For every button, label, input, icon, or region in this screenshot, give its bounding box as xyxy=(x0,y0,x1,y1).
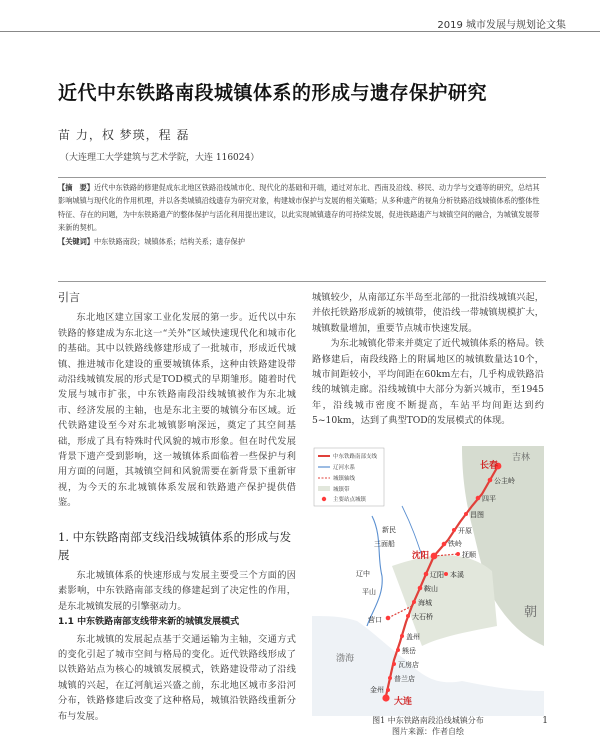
label-anshan: 鞍山 xyxy=(424,585,438,593)
label-korea: 朝 xyxy=(524,605,538,620)
marker-dalian xyxy=(382,694,389,701)
label-tieling: 铁岭 xyxy=(448,540,462,548)
label-xinmin: 新民 xyxy=(382,526,396,534)
label-changchun: 长春 xyxy=(480,461,499,471)
paper-title: 近代中东铁路南段城镇体系的形成与遗存保护研究 xyxy=(58,82,488,104)
abstract-block xyxy=(58,177,546,282)
subsection-1-1-heading: 1.1 中东铁路南部支线带来新的城镇发展模式 xyxy=(58,617,240,628)
map-legend xyxy=(314,448,384,506)
label-jinzhou: 金州 xyxy=(370,686,384,694)
label-kaiyuan: 开原 xyxy=(458,527,472,535)
header-rule xyxy=(0,31,600,32)
marker-gongzhuling xyxy=(488,478,493,483)
marker-xiongyue xyxy=(396,648,400,652)
figure-source: 图片来源：作者自绘 xyxy=(392,727,464,736)
marker-pulandian xyxy=(388,676,392,680)
label-sanmiao: 三面船 xyxy=(374,540,395,548)
label-sea: 渤海 xyxy=(336,654,355,664)
legend-item-axis: 城镇轴线 xyxy=(333,476,356,482)
abstract-text: 近代中东铁路的修建促成东北地区铁路沿线城市化、现代化的基础和开端，通过对东北、西南及沿线、移民、动力学与交通等的研究，总结其影响城镇与现代化的作用机理，并以各类城镇沿线遗存为研究对象，构建城市保护与发展的相关策略；从多种遗产的视角分析铁路沿线城镇体系的整体性特征、存在的问题，为中东铁路遗产的整体保护与活化利用提出建议，以此实现城镇遗存的可持续发展，促进铁路遗产与城镇空间的融合，为城镇发展带来新的契机。 xyxy=(58,183,540,233)
page-number: 1 xyxy=(542,716,548,726)
marker-wafangdian xyxy=(392,662,396,666)
label-pulandian: 普兰店 xyxy=(394,675,415,683)
keywords-text: 中东铁路南段；城镇体系；结构关系；遗存保护 xyxy=(93,236,245,246)
label-haicheng: 海城 xyxy=(418,599,432,607)
marker-liaoyang xyxy=(424,572,429,577)
label-siping: 四平 xyxy=(482,495,496,503)
figure-caption-block xyxy=(312,715,544,737)
label-gongzhuling: 公主岭 xyxy=(494,477,515,485)
label-wafangdian: 瓦房店 xyxy=(398,661,419,669)
label-benxi: 本溪 xyxy=(450,571,464,579)
paper-authors: 苗 力，权 梦瑛，程 磊 xyxy=(58,128,190,142)
label-yingkou: 营口 xyxy=(368,616,382,624)
marker-anshan xyxy=(418,586,423,591)
section-1-body xyxy=(58,568,296,722)
keywords-label: 【关键词】 xyxy=(58,236,94,246)
figure-map xyxy=(312,446,544,716)
marker-kaiyuan xyxy=(452,528,456,532)
marker-fushun xyxy=(456,552,460,556)
legend-item-belt: 城镇带 xyxy=(333,487,350,493)
label-xiongyue: 熊岳 xyxy=(402,647,416,655)
running-header: 2019 城市发展与规划论文集 xyxy=(437,20,566,31)
marker-yingkou xyxy=(386,616,391,621)
intro-section xyxy=(58,290,296,511)
legend-item-city: 主要站点城镇 xyxy=(333,497,367,503)
label-gaizhou: 盖州 xyxy=(406,633,420,641)
label-shenyang: 沈阳 xyxy=(412,551,430,561)
marker-gaizhou xyxy=(400,634,404,638)
legend-belt-swatch xyxy=(318,486,330,491)
label-dashiqiao: 大石桥 xyxy=(412,613,433,621)
legend-city-swatch xyxy=(322,497,326,501)
intro-paragraph: 东北地区建立国家工业化发展的第一步。近代以中东铁路的修建成为东北这一“关外”区域快速现代化和城市化的基础。其中以铁路线修建形成了一批城市，形成近代城镇、推进城市化建设的重要城镇体系，这种由铁路建设带动沿线城镇发展的形式是TOD模式的早期雏形。随着时代发展与城市扩张，中东铁路南段沿线城镇被作为东北城市、经济发展的主轴，也是东北主要的城镇分布区域。近代铁路建设至今对东北城镇影响深远，奠定了其空间基础，形成了具有特殊时代风貌的城市形象。但在时代发展背景下遗产受到影响，这一城镇体系面临着一些保护与利用方面的问题，其城镇空间和风貌需要在新背景下重新审视，为今天的东北城镇体系发展和铁路遗产保护提供借鉴。 xyxy=(58,312,296,509)
right-paragraph-1: 城镇较少，从南部辽东半岛至北部的一批沿线城镇兴起，并依托铁路形成新的城镇带，使沿线一带城镇规模扩大，城镇数量增加，重要节点城市快速发展。 xyxy=(312,292,544,334)
subsection-1-1-paragraph: 东北城镇的发展起点基于交通运输为主轴，交通方式的变化引起了城市空间与格局的变化。近代铁路线形成了以铁路站点为核心的城镇发展模式，铁路建设带动了沿线城镇的兴起，在辽河航运兴盛之前，东北地区城市多沿河分布，铁路修建后改变了这种格局，城镇沿铁路线重新分布与发展。 xyxy=(58,633,296,722)
label-fushun: 抚顺 xyxy=(462,551,476,559)
marker-changtu xyxy=(464,512,468,516)
label-liaozhong: 辽中 xyxy=(356,570,370,578)
label-pingshan: 平山 xyxy=(362,588,376,596)
label-liaoyang: 辽阳 xyxy=(430,571,444,579)
paper-affiliation: （大连理工大学建筑与艺术学院，大连 116024） xyxy=(60,153,260,163)
figure-caption: 图1 中东铁路南段沿线城镇分布 xyxy=(372,716,484,725)
marker-tieling xyxy=(442,542,447,547)
marker-haicheng xyxy=(412,600,416,604)
marker-jinzhou xyxy=(386,688,390,692)
label-dalian: 大连 xyxy=(394,697,413,707)
marker-siping xyxy=(476,496,481,501)
marker-shenyang xyxy=(431,553,438,560)
intro-heading: 引言 xyxy=(58,291,80,304)
marker-benxi xyxy=(444,572,448,576)
marker-dashiqiao xyxy=(406,614,410,618)
right-paragraph-2: 为东北城镇化带来并奠定了近代城镇体系的格局。铁路修建后，南段线路上的附属地区的城镇数量达10个，城市间距较小，平均间距在60km左右，几乎构成铁路沿线的城镇走廊。沿线城镇中大部分为新兴城市，至1945年，沿线城市密度不断提高，车站平均间距达到约5~10km，达到了典型TOD的发展模式的体现。 xyxy=(312,338,544,427)
legend-item-rail: 中东铁路南部支线 xyxy=(333,454,378,460)
label-changtu: 昌图 xyxy=(470,511,484,519)
label-jilin: 吉林 xyxy=(512,453,531,463)
section-1-heading: 1. 中东铁路南部支线沿线城镇体系的形成与发展 xyxy=(58,530,292,562)
legend-item-river: 辽河水系 xyxy=(333,465,356,471)
abstract-label: 【摘 要】 xyxy=(58,183,94,192)
section-1-paragraph: 东北城镇体系的快速形成与发展主要受三个方面的因素影响，中东铁路南部支线的修建起到了决定性的作用，是东北城镇发展的引擎驱动力。 xyxy=(58,570,296,612)
